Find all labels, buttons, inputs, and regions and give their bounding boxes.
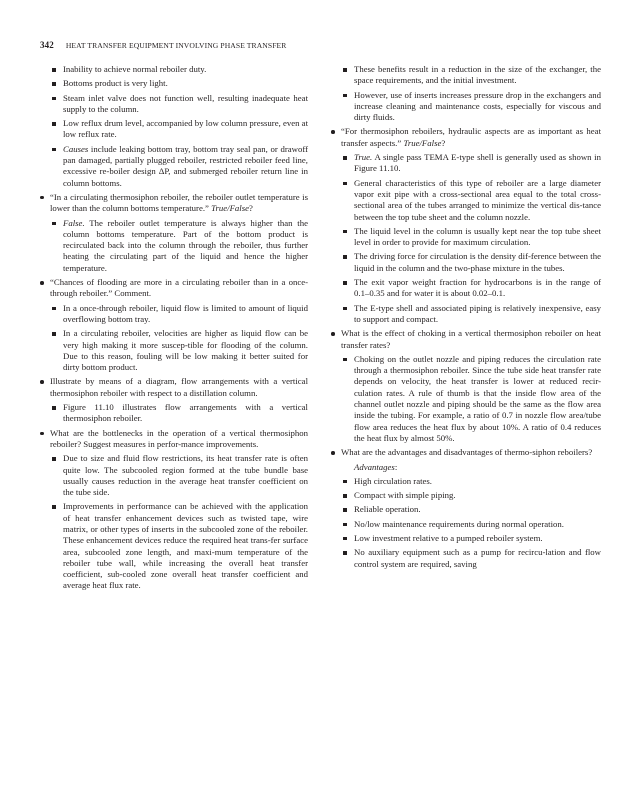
body-text: A single pass TEMA E-type shell is generally used as shown in Figure 11.10. [354,152,601,174]
body-text: “For thermosiphon reboilers, hydraulic aspects are as important as heat transfer aspects.” [341,126,601,148]
question-item [331,328,601,351]
answer-bullet [331,354,601,444]
question-item [40,277,308,300]
question-item [40,192,308,215]
answer-bullet [331,152,601,175]
body-text: These benefits result in a reduction in the size of the exchanger, the space requirements, and the initial investment. [354,64,601,86]
body-text: Illustrate by means of a diagram, flow arrangements with a vertical thermosiphon reboiler with respect to a distillation column. [50,376,308,398]
body-text: Inability to achieve normal reboiler duty. [63,64,207,74]
body-text: High circulation rates. [354,475,432,486]
body-text: The E-type shell and associated piping is relatively inexpensive, easy to support and compact. [354,302,601,324]
question-item [40,376,308,399]
question-item [40,428,308,451]
body-text: The exit vapor weight fraction for hydrocarbons is in the range of 0.1–0.35 and for water it is about 0.02–0.1. [354,277,601,299]
answer-bullet [331,90,601,124]
lead-text: Causes [63,143,89,154]
body-text: The driving force for circulation is the density dif-ference between the liquid in the column and the two-phase mixture in the tubes. [354,251,601,273]
body-text: What is the effect of choking in a vertical thermosiphon reboiler on heat transfer rates? [341,328,601,350]
left-column [40,64,308,595]
answer-bullet [331,64,601,87]
body-text: Bottoms product is very light. [63,78,168,89]
question-item [331,126,601,149]
body-text: No/low maintenance requirements during normal operation. [354,518,564,529]
answer-bullet [40,453,308,498]
answer-bullet [331,178,601,223]
answer-bullet [40,303,308,326]
body-text: What are the bottlenecks in the operation of a vertical thermosiphon reboiler? Suggest measures in perfor-mance improvements. [50,427,308,449]
answer-bullet [40,78,308,89]
body-text: No auxiliary equipment such as a pump for recircu-lation and flow control system are required, saving [354,547,601,569]
answer-bullet [331,547,601,570]
answer-bullet [40,118,308,141]
answer-bullet [331,277,601,300]
lead-text: True. [354,152,373,163]
question-item [331,447,601,458]
body-text: In a circulating reboiler, velocities are higher as liquid flow can be very high making it more suscep-tible for flooding of the column. Due to this reason, fouling will be low making it better suited for dirty bottom product. [63,328,308,373]
running-title: HEAT TRANSFER EQUIPMENT INVOLVING PHASE TRANSFER [65,41,287,50]
page-number: 342 [40,40,54,50]
body-text: The liquid level in the column is usually kept near the top tube sheet level in order to provide for maximum circulation. [354,225,601,248]
tail-punctuation: ? [249,203,253,214]
body-text: Figure 11.10 illustrates flow arrangements with a vertical thermosiphon reboiler. [63,402,308,424]
right-column [331,64,601,573]
body-text: Improvements in performance can be achieved with the application of heat transfer enhancement devices such as twisted tape, wire matrix, or other types of inserts in the subcooled zone of the reboiler. These enhancement devices reduce the required heat trans-fer surface area, subcooled zone length, and maxi-mum temperature of the reboiler tube wall, while increasing the overall heat transfer coefficient, sub-cooled zone overall heat transfer coefficient and average heat flux rate. [63,501,308,591]
body-text: Steam inlet valve does not function well, resulting inadequate heat supply to the column. [63,92,308,114]
body-text: Due to size and fluid flow restrictions, its heat transfer rate is often quite low. The subcooled region formed at the tube bundle base usually causes reduction in the average heat transfer coefficient on the tube side. [63,453,308,498]
answer-bullet [40,218,308,274]
tail-text: True/False [403,137,442,148]
body-text: include leaking bottom tray, bottom tray seal pan, or drawoff pan damaged, partially plugged reboiler, restricted reboiler feed line, excessive re-boiler design ΔP, and submerged reboiler return line in column bottoms. [63,143,308,188]
answer-bullet [40,328,308,373]
answer-bullet [331,303,601,326]
body-text: General characteristics of this type of reboiler are a large diameter vapor exit pipe with a cross-sectional area equal to the total cross-sectional area of the tubes arranged to minimize the vertical dis-tance between the top tube sheet and the column nozzle. [354,177,601,222]
answer-bullet [331,519,601,530]
answer-bullet [331,226,601,249]
body-text: In a once-through reboiler, liquid flow is limited to amount of liquid overflowing bottom tray. [63,302,308,324]
lead-text: Advantages [354,461,395,472]
body-text: Reliable operation. [354,504,421,515]
answer-bullet [40,64,308,75]
answer-bullet [331,533,601,544]
body-text: However, use of inserts increases pressure drop in the exchangers and increase cleaning and maintenance costs, especially for viscous and dirty fluids. [354,89,601,123]
answer-bullet [331,490,601,501]
answer-bullet [331,251,601,274]
answer-bullet [40,501,308,591]
tail-text: True/False [211,203,250,214]
answer-bullet [40,144,308,189]
answer-bullet [331,504,601,515]
subheading [331,462,601,473]
body-text: Low investment relative to a pumped reboiler system. [354,532,543,543]
body-text: “Chances of flooding are more in a circulating reboiler than in a once-through reboiler.” Comment. [50,277,308,299]
lead-text: False. [63,217,85,228]
answer-bullet [40,402,308,425]
body-text: Low reflux drum level, accompanied by low column pressure, even at low reflux rate. [63,118,308,140]
body-text: Compact with simple piping. [354,490,456,501]
body-text: The reboiler outlet temperature is always higher than the column bottoms temperature. Part of the bottom product is recirculated back into the column through the reboiler, thus further heating the circulating part of the liquid and hence the higher temperature. [63,217,308,273]
answer-bullet [40,93,308,116]
answer-bullet [331,476,601,487]
body-text: Choking on the outlet nozzle and piping reduces the circulation rate through a thermosiphon reboiler. Since the tube side heat transfer rate depends on velocity, the heat transfer is lower at reduced recir-culation rates. A rule of thumb is that the inside flow area of the channel outlet nozzle and piping should be the same as the flow area inside the tubing. For example, a ratio of 0.7 in nozzle flow area/tube flow area reduces the heat flux by about 10%. A ratio of 0.4 reduces the heat flux by almost 50%. [354,353,601,443]
body-text: “In a circulating thermosiphon reboiler, the reboiler outlet temperature is lower than the column bottoms temperature.” [50,191,308,214]
body-text: What are the advantages and disadvantages of thermo-siphon reboilers? [341,447,593,458]
running-header [40,40,580,50]
body-text: : [394,461,398,472]
tail-punctuation: ? [441,137,446,148]
